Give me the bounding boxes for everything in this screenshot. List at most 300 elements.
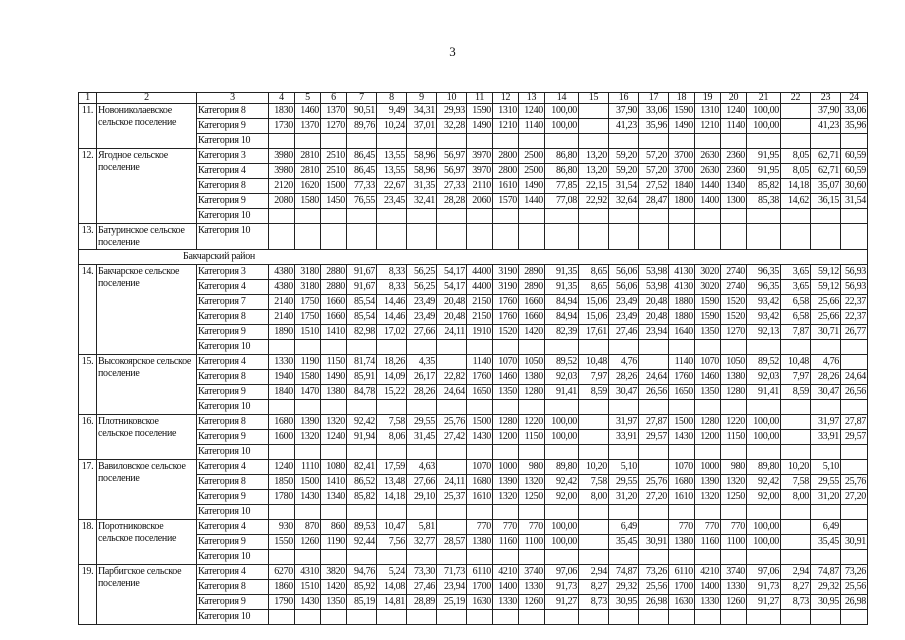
table-cell: 8,59 [579, 385, 609, 400]
table-cell: 1660 [519, 295, 545, 310]
table-cell: 1100 [721, 535, 747, 550]
table-cell: 91,35 [545, 280, 579, 295]
table-cell: 2360 [721, 164, 747, 179]
table-cell: 2150 [467, 295, 493, 310]
table-cell: 97,06 [747, 565, 781, 580]
category-label: Категория 9 [197, 595, 269, 610]
table-cell: 4310 [295, 565, 321, 580]
table-cell [377, 550, 407, 565]
settlement-name: Батуринское сельское поселение [97, 224, 197, 250]
table-cell: 17,02 [377, 325, 407, 340]
table-cell [695, 445, 721, 460]
table-cell [695, 209, 721, 224]
table-cell [467, 209, 493, 224]
table-cell [695, 340, 721, 355]
table-cell: 24,64 [437, 385, 467, 400]
settlement-number: 12. [79, 149, 97, 224]
table-cell: 8,00 [781, 490, 811, 505]
table-cell [295, 134, 321, 149]
column-header: 5 [295, 93, 321, 104]
table-cell [669, 224, 695, 250]
table-cell [321, 340, 347, 355]
table-cell: 1800 [669, 194, 695, 209]
data-table [78, 92, 868, 625]
table-cell: 2630 [695, 164, 721, 179]
table-cell: 2360 [721, 149, 747, 164]
table-row [79, 310, 868, 325]
table-cell [721, 550, 747, 565]
table-cell: 1370 [295, 119, 321, 134]
table-cell [781, 445, 811, 460]
table-cell: 1380 [721, 370, 747, 385]
table-cell: 100,00 [545, 535, 579, 550]
table-row [79, 460, 868, 475]
table-cell: 1660 [519, 310, 545, 325]
table-cell: 92,03 [545, 370, 579, 385]
table-cell: 85,82 [747, 179, 781, 194]
table-cell: 1260 [721, 595, 747, 610]
table-cell: 10,24 [377, 119, 407, 134]
table-cell [579, 104, 609, 119]
table-cell [639, 460, 669, 475]
table-cell: 25,19 [437, 595, 467, 610]
table-cell: 23,49 [609, 295, 639, 310]
table-cell [639, 224, 669, 250]
table-cell: 2140 [269, 310, 295, 325]
table-cell: 860 [321, 520, 347, 535]
table-cell [377, 209, 407, 224]
table-row [79, 164, 868, 179]
category-label: Категория 10 [197, 400, 269, 415]
table-cell [721, 445, 747, 460]
table-cell: 1190 [321, 535, 347, 550]
table-cell: 84,78 [347, 385, 377, 400]
column-header: 4 [269, 93, 295, 104]
table-cell: 2060 [467, 194, 493, 209]
table-row [79, 535, 868, 550]
table-cell: 60,59 [841, 149, 868, 164]
table-cell [747, 610, 781, 625]
table-cell: 26,17 [407, 370, 437, 385]
page-number: 3 [449, 44, 456, 59]
table-cell: 1310 [695, 104, 721, 119]
table-cell: 1760 [493, 310, 519, 325]
table-cell: 27,33 [437, 179, 467, 194]
table-cell: 59,20 [609, 149, 639, 164]
table-cell: 2500 [519, 149, 545, 164]
table-cell: 2080 [269, 194, 295, 209]
table-cell: 85,92 [347, 580, 377, 595]
header-row [79, 93, 868, 104]
table-cell: 20,48 [437, 295, 467, 310]
table-cell: 1610 [669, 490, 695, 505]
table-cell [639, 355, 669, 370]
table-cell: 3980 [269, 149, 295, 164]
table-cell: 33,91 [609, 430, 639, 445]
category-label: Категория 8 [197, 580, 269, 595]
table-cell: 1850 [269, 475, 295, 490]
table-cell: 14,46 [377, 310, 407, 325]
table-cell: 85,91 [347, 370, 377, 385]
table-cell: 27,42 [437, 430, 467, 445]
table-cell: 3740 [721, 565, 747, 580]
table-cell: 100,00 [545, 415, 579, 430]
table-cell [609, 550, 639, 565]
table-cell: 4,35 [407, 355, 437, 370]
category-label: Категория 10 [197, 224, 269, 250]
table-cell [781, 430, 811, 445]
table-row [79, 325, 868, 340]
table-cell: 1520 [721, 295, 747, 310]
table-cell [811, 209, 841, 224]
table-cell: 89,52 [747, 355, 781, 370]
table-cell: 28,26 [407, 385, 437, 400]
settlement-number: 14. [79, 265, 97, 355]
table-cell: 4,63 [407, 460, 437, 475]
table-cell: 6,49 [609, 520, 639, 535]
table-cell: 2110 [467, 179, 493, 194]
settlement-name: Ягодное сельское поселение [97, 149, 197, 224]
table-cell [579, 415, 609, 430]
table-row [79, 430, 868, 445]
table-cell: 25,76 [639, 475, 669, 490]
table-cell: 1410 [321, 475, 347, 490]
table-cell: 3700 [669, 164, 695, 179]
table-cell: 1340 [321, 490, 347, 505]
table-cell: 1430 [295, 490, 321, 505]
table-cell: 29,55 [407, 415, 437, 430]
table-cell [377, 610, 407, 625]
table-cell: 1160 [695, 535, 721, 550]
table-cell: 91,95 [747, 149, 781, 164]
table-cell: 1320 [321, 415, 347, 430]
table-cell: 25,76 [841, 475, 868, 490]
table-cell: 25,66 [811, 310, 841, 325]
table-cell: 2150 [467, 310, 493, 325]
table-cell: 1590 [467, 104, 493, 119]
category-label: Категория 10 [197, 209, 269, 224]
table-cell: 1190 [295, 355, 321, 370]
table-cell: 53,98 [639, 280, 669, 295]
table-cell: 3180 [295, 265, 321, 280]
table-cell: 20,48 [639, 310, 669, 325]
table-cell: 29,57 [639, 430, 669, 445]
table-cell: 1650 [669, 385, 695, 400]
table-cell: 1600 [269, 430, 295, 445]
table-cell [545, 610, 579, 625]
table-cell: 1260 [295, 535, 321, 550]
table-cell: 35,96 [841, 119, 868, 134]
table-cell: 89,80 [747, 460, 781, 475]
table-row [79, 209, 868, 224]
table-cell: 30,91 [841, 535, 868, 550]
table-cell [321, 134, 347, 149]
table-cell: 26,56 [639, 385, 669, 400]
table-cell: 71,73 [437, 565, 467, 580]
table-cell: 1350 [493, 385, 519, 400]
table-cell: 30,91 [639, 535, 669, 550]
table-cell: 23,45 [377, 194, 407, 209]
table-cell [609, 505, 639, 520]
table-cell [747, 550, 781, 565]
table-cell [347, 610, 377, 625]
table-cell: 6110 [669, 565, 695, 580]
table-cell: 3190 [493, 280, 519, 295]
table-cell [579, 400, 609, 415]
table-cell: 1280 [519, 385, 545, 400]
table-row [79, 370, 868, 385]
table-cell: 1390 [295, 415, 321, 430]
table-cell: 1250 [721, 490, 747, 505]
table-cell: 1630 [467, 595, 493, 610]
column-header: 3 [197, 93, 269, 104]
table-cell: 23,49 [407, 295, 437, 310]
table-cell: 1380 [519, 370, 545, 385]
table-cell: 18,26 [377, 355, 407, 370]
table-cell [747, 400, 781, 415]
table-cell: 2,94 [781, 565, 811, 580]
table-cell: 28,26 [811, 370, 841, 385]
table-cell: 37,90 [609, 104, 639, 119]
table-cell [321, 445, 347, 460]
table-cell: 1350 [321, 595, 347, 610]
table-cell [437, 340, 467, 355]
table-cell: 24,11 [437, 475, 467, 490]
table-cell [467, 134, 493, 149]
table-cell: 96,35 [747, 265, 781, 280]
table-row [79, 580, 868, 595]
table-cell: 92,42 [747, 475, 781, 490]
table-row [79, 610, 868, 625]
table-cell: 30,60 [841, 179, 868, 194]
table-cell [347, 400, 377, 415]
table-cell: 10,47 [377, 520, 407, 535]
table-cell: 91,73 [747, 580, 781, 595]
category-label: Категория 10 [197, 340, 269, 355]
table-cell: 6270 [269, 565, 295, 580]
table-cell [811, 550, 841, 565]
category-label: Категория 8 [197, 475, 269, 490]
table-cell: 1750 [295, 310, 321, 325]
table-cell [781, 535, 811, 550]
table-cell [437, 445, 467, 460]
table-cell: 27,20 [841, 490, 868, 505]
table-cell [377, 224, 407, 250]
table-cell [695, 134, 721, 149]
table-cell: 23,94 [639, 325, 669, 340]
table-cell: 2120 [269, 179, 295, 194]
table-cell: 89,52 [545, 355, 579, 370]
table-cell: 1070 [669, 460, 695, 475]
table-cell: 1780 [269, 490, 295, 505]
table-cell [407, 134, 437, 149]
table-cell: 1590 [669, 104, 695, 119]
table-cell: 27,66 [407, 325, 437, 340]
table-cell: 85,82 [347, 490, 377, 505]
table-cell [781, 520, 811, 535]
table-cell [669, 340, 695, 355]
table-cell [811, 400, 841, 415]
table-cell [493, 550, 519, 565]
table-cell: 1150 [721, 430, 747, 445]
table-cell [545, 400, 579, 415]
table-cell: 1340 [721, 179, 747, 194]
table-cell: 90,51 [347, 104, 377, 119]
table-cell: 1330 [721, 580, 747, 595]
table-cell: 56,06 [609, 265, 639, 280]
table-cell: 74,87 [609, 565, 639, 580]
table-cell: 74,87 [811, 565, 841, 580]
category-label: Категория 10 [197, 134, 269, 149]
table-cell: 1630 [669, 595, 695, 610]
table-cell: 2,94 [579, 565, 609, 580]
table-cell: 32,41 [407, 194, 437, 209]
table-cell: 6,58 [781, 310, 811, 325]
category-label: Категория 9 [197, 535, 269, 550]
table-cell [377, 134, 407, 149]
table-cell [669, 400, 695, 415]
table-cell: 20,48 [437, 310, 467, 325]
table-cell: 41,23 [609, 119, 639, 134]
table-cell: 4210 [493, 565, 519, 580]
table-cell [377, 445, 407, 460]
table-cell [437, 224, 467, 250]
table-cell: 73,30 [407, 565, 437, 580]
table-cell: 26,56 [841, 385, 868, 400]
table-cell: 25,37 [437, 490, 467, 505]
table-cell: 100,00 [545, 520, 579, 535]
table-cell: 17,59 [377, 460, 407, 475]
table-cell [269, 134, 295, 149]
table-cell: 31,54 [609, 179, 639, 194]
table-cell: 1580 [295, 370, 321, 385]
table-cell [579, 340, 609, 355]
table-cell: 100,00 [747, 415, 781, 430]
table-cell [377, 340, 407, 355]
table-cell: 1050 [519, 355, 545, 370]
table-cell [579, 430, 609, 445]
table-cell: 35,45 [609, 535, 639, 550]
table-cell: 770 [695, 520, 721, 535]
table-cell: 10,48 [579, 355, 609, 370]
table-cell: 1490 [669, 119, 695, 134]
table-cell: 1310 [493, 104, 519, 119]
table-cell: 8,05 [781, 164, 811, 179]
table-row [79, 490, 868, 505]
table-cell: 980 [519, 460, 545, 475]
table-cell: 1660 [321, 295, 347, 310]
table-cell: 30,47 [609, 385, 639, 400]
table-cell: 1140 [519, 119, 545, 134]
table-cell [269, 550, 295, 565]
table-cell [467, 445, 493, 460]
table-cell: 1760 [493, 295, 519, 310]
column-header: 6 [321, 93, 347, 104]
table-cell [669, 505, 695, 520]
table-cell: 1320 [295, 430, 321, 445]
table-cell: 34,31 [407, 104, 437, 119]
table-cell: 97,06 [545, 565, 579, 580]
column-header: 11 [467, 93, 493, 104]
table-cell: 8,65 [579, 265, 609, 280]
table-cell: 1430 [467, 430, 493, 445]
table-cell: 32,77 [407, 535, 437, 550]
settlement-name: Парбигское сельское поселение [97, 565, 197, 625]
settlement-name: Высокоярское сельское поселение [97, 355, 197, 415]
table-cell [579, 505, 609, 520]
table-cell [269, 400, 295, 415]
table-cell: 24,11 [437, 325, 467, 340]
table-cell: 7,58 [781, 475, 811, 490]
table-cell [781, 134, 811, 149]
table-cell: 4400 [467, 280, 493, 295]
table-row [79, 340, 868, 355]
table-cell: 2810 [295, 149, 321, 164]
table-cell: 22,82 [437, 370, 467, 385]
table-cell: 1140 [669, 355, 695, 370]
table-cell: 62,71 [811, 164, 841, 179]
table-cell [467, 400, 493, 415]
table-cell: 1910 [467, 325, 493, 340]
table-cell: 2880 [321, 280, 347, 295]
table-cell: 14,62 [781, 194, 811, 209]
table-cell: 6,49 [811, 520, 841, 535]
table-cell: 94,76 [347, 565, 377, 580]
table-cell [295, 340, 321, 355]
table-cell [407, 610, 437, 625]
table-cell: 1830 [269, 104, 295, 119]
table-cell: 85,54 [347, 310, 377, 325]
table-cell: 1270 [721, 325, 747, 340]
table-cell: 92,44 [347, 535, 377, 550]
table-cell: 1580 [295, 194, 321, 209]
table-cell [493, 445, 519, 460]
table-cell: 1400 [493, 580, 519, 595]
settlement-number: 19. [79, 565, 97, 625]
table-cell: 32,28 [437, 119, 467, 134]
table-cell [841, 505, 868, 520]
table-cell: 5,24 [377, 565, 407, 580]
table-cell: 27,52 [639, 179, 669, 194]
table-cell: 1500 [467, 415, 493, 430]
table-cell: 59,12 [811, 265, 841, 280]
table-cell [639, 340, 669, 355]
table-cell [669, 610, 695, 625]
table-cell: 28,28 [437, 194, 467, 209]
table-cell: 3970 [467, 164, 493, 179]
table-cell: 100,00 [747, 119, 781, 134]
table-cell [493, 505, 519, 520]
table-cell: 85,38 [747, 194, 781, 209]
table-row [79, 520, 868, 535]
table-cell [545, 209, 579, 224]
table-cell [579, 224, 609, 250]
table-cell: 33,06 [639, 104, 669, 119]
table-cell: 9,49 [377, 104, 407, 119]
settlement-number: 13. [79, 224, 97, 250]
column-header: 16 [609, 93, 639, 104]
table-row [79, 149, 868, 164]
table-cell [721, 610, 747, 625]
table-cell [781, 224, 811, 250]
column-header: 22 [781, 93, 811, 104]
table-cell: 29,10 [407, 490, 437, 505]
table-cell [407, 550, 437, 565]
table-cell: 980 [721, 460, 747, 475]
table-cell [545, 550, 579, 565]
table-cell: 1520 [493, 325, 519, 340]
table-cell: 28,57 [437, 535, 467, 550]
